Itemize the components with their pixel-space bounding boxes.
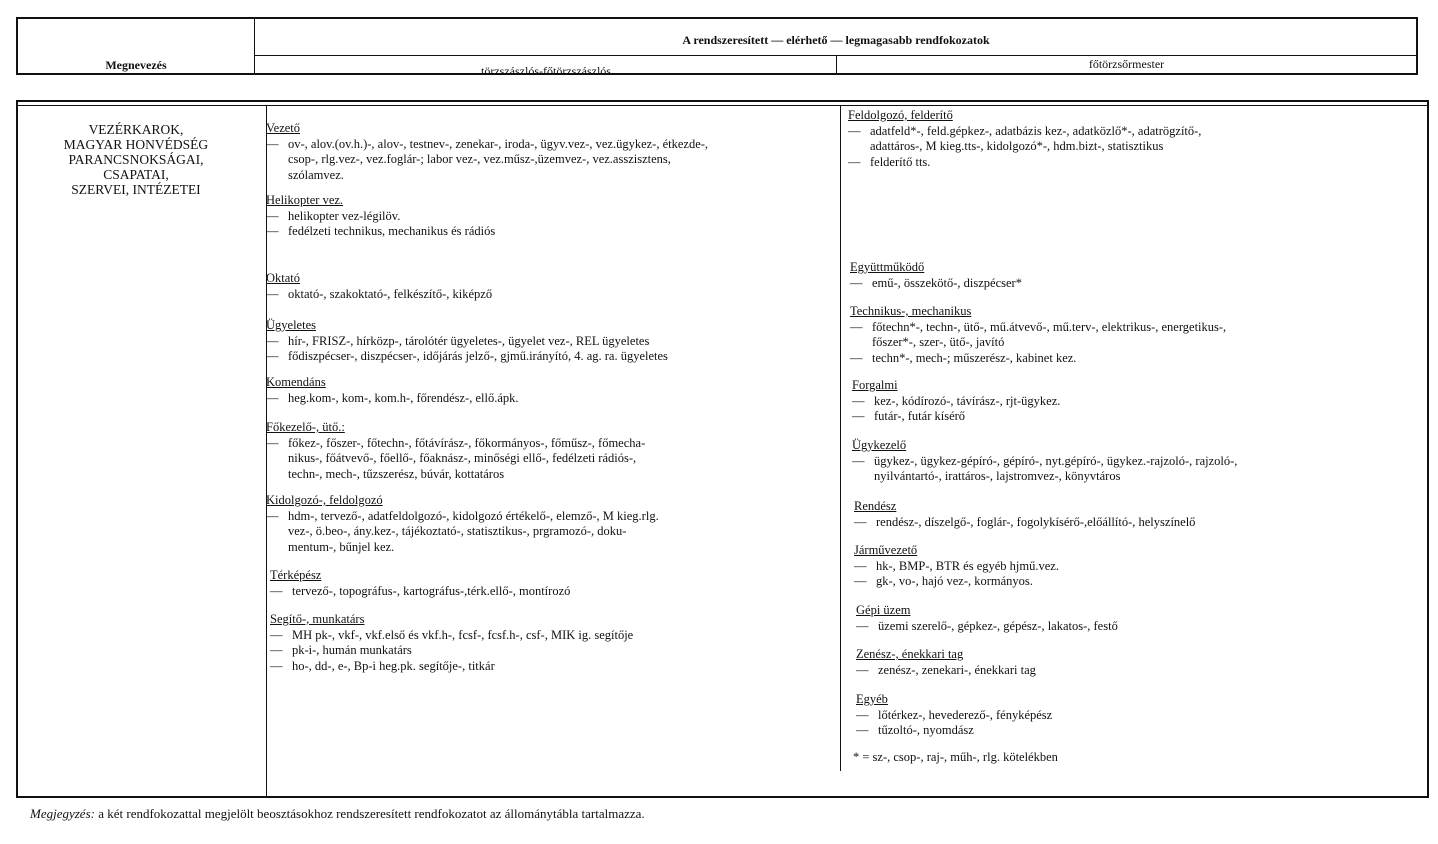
category-line: — helikopter vez-légilöv. [266,208,401,223]
header-divider-name [254,19,255,73]
category-line: — főkez-, főszer-, főtechn-, főtávírász-, főkormányos-, főműsz-, főmecha- [266,435,646,450]
category-line: — zenész-, zenekari-, énekkari tag [856,662,1036,677]
org-line: SZERVEI, INTÉZETEI [71,182,201,197]
category-jarmuvezeto [854,543,1059,590]
category-feldolgozo [848,108,1201,170]
category-title: Kidolgozó-, feldolgozó [266,493,383,507]
category-title: Térképész [270,568,322,582]
category-egyuttmukodo [850,260,1022,291]
category-line: — kez-, kódírozó-, távírász-, rjt-ügykez. [852,393,1061,408]
org-line: VEZÉRKAROK, [88,122,184,137]
category-title: Segítő-, munkatárs [270,612,365,626]
category-line: — felderítő tts. [848,154,931,169]
category-oktato [266,271,492,302]
organization-names [20,122,252,197]
remark [30,806,645,822]
category-title: Egyéb [856,692,888,706]
category-segito [270,612,633,674]
category-line: vez-, ö.beo-, ány.kez-, tájékoztató-, statisztikus-, prgramozó-, doku- [288,524,627,538]
category-title: Feldolgozó, felderítő [848,108,953,122]
category-line: adattáros-, M kieg.tts-, kidolgozó*-, hdm.bizt-, statisztikus [870,139,1164,153]
footnote: * = sz-, csop-, raj-, műh-, rlg. kötelékben [853,750,1058,764]
category-rendesz [854,499,1195,530]
category-line: — hk-, BMP-, BTR és egyéb hjmű.vez. [854,558,1059,573]
category-title: Rendész [854,499,897,513]
category-ugykezelo [852,438,1237,485]
category-line: — oktató-, szakoktató-, felkészítő-, kiképző [266,286,493,301]
category-line: — futár-, futár kísérő [852,409,966,423]
category-line: — hír-, FRISZ-, hírközp-, tárolótér ügyeletes-, ügyelet vez-, REL ügyeletes [266,333,650,348]
remark-text: a két rendfokozattal megjelölt beosztásokhoz rendszeresített rendfokozatot az állománytábla tartalmazza. [94,806,645,821]
category-line: — adatfeld*-, feld.gépkez-, adatbázis kez-, adatközlő*-, adatrögzítő-, [848,123,1202,138]
header-sub-left: törzszászlós-főtörzszászlós [481,64,611,78]
category-gepi-uzem [856,603,1118,634]
category-title: Komendáns [266,375,326,389]
remark-label: Megjegyzés: [30,806,95,821]
category-line: — ügykez-, ügykez-gépíró-, gépíró-, nyt.gépíró-, ügykez.-rajzoló-, rajzoló-, [852,453,1238,468]
category-title: Ügykezelő [852,438,907,452]
header-sub-right: főtörzsőrmester [1088,57,1165,71]
category-title: Oktató [266,271,301,285]
body-divider-sub [840,106,841,771]
category-line: — MH pk-, vkf-, vkf.első és vkf.h-, fcsf-, fcsf.h-, csf-, MIK ig. segítője [270,627,634,642]
category-line: — emű-, összekötő-, diszpécser* [850,275,1022,290]
category-line: — fődiszpécser-, diszpécser-, időjárás jelző-, gjmű.irányító, 4. ag. ra. ügyeletes [266,349,668,363]
category-vezeto [266,121,708,183]
category-title: Forgalmi [852,378,898,392]
category-line: nikus-, főátvevő-, főellő-, főaknász-, minőségi ellő-, fedélzeti rádiós-, [288,451,637,465]
category-line: — pk-i-, humán munkatárs [270,643,412,657]
category-title: Helikopter vez. [266,193,344,207]
category-title: Zenész-, énekkari tag [856,647,964,661]
category-komendans [266,375,519,406]
category-line: — gk-, vo-, hajó vez-, kormányos. [854,574,1033,588]
category-line: — tervező-, topográfus-, kartográfus-,térk.ellő-, montírozó [270,583,571,598]
category-kidolgozo [266,493,659,555]
category-line: — hdm-, tervező-, adatfeldolgozó-, kidolgozó értékelő-, elemző-, M kieg.rlg. [266,508,659,523]
category-zenesz [856,647,1036,678]
category-line: — tűzoltó-, nyomdász [856,723,974,737]
category-line: főszer*-, szer-, ütő-, javító [872,335,1005,349]
category-title: Technikus-, mechanikus [850,304,972,318]
category-line: — fedélzeti technikus, mechanikus és rádiós [266,224,496,238]
category-helikopter [266,193,495,240]
body-top-rule [18,105,1427,106]
header-group-title: A rendszeresített — elérhető — legmagasabb rendfokozatok [682,33,990,47]
category-line: — üzemi szerelő-, gépkez-, gépész-, lakatos-, festő [856,618,1118,633]
category-line: — ho-, dd-, e-, Bp-i heg.pk. segítője-, titkár [270,658,495,673]
category-terkepesz [270,568,570,599]
category-line: — rendész-, díszelgő-, foglár-, fogolykísérő-,előállító-, helyszínelő [854,514,1196,529]
category-title: Vezető [266,121,301,135]
category-line: — főtechn*-, techn-, ütő-, mű.átvevő-, mű.terv-, elektrikus-, energetikus-, [850,319,1227,334]
category-line: csop-, rlg.vez-, vez.foglár-; labor vez-, vez.műsz-,üzemvez-, vez.asszisztens, [288,152,671,166]
category-technikus [850,304,1226,366]
category-title: Ügyeletes [266,318,316,332]
category-fokezelo [266,420,645,482]
category-title: Együttműködő [850,260,925,274]
category-forgalmi [852,378,1060,425]
category-line: — lőtérkez-, hevederező-, fényképész [856,707,1053,722]
header-name-column: Megnevezés [105,58,167,72]
category-line: nyilvántartó-, irattáros-, lajstromvez-, könyvtáros [874,469,1121,483]
category-line: szólamvez. [288,167,344,182]
category-line: — heg.kom-, kom-, kom.h-, főrendész-, ellő.ápk. [266,390,519,405]
org-line: MAGYAR HONVÉDSÉG [63,137,209,152]
category-line: — techn*-, mech-; műszerész-, kabinet kez. [850,350,1077,365]
category-title: Gépi üzem [856,603,911,617]
category-line: — ov-, alov.(ov.h.)-, alov-, testnev-, zenekar-, iroda-, ügyv.vez-, vez.ügykez-, étkezde-, [266,136,709,151]
org-line: PARANCSNOKSÁGAI, [68,152,204,167]
category-egyeb [856,692,1052,739]
category-ugyeletes [266,318,668,365]
category-title: Járművezető [854,543,918,557]
category-line: mentum-, bűnjel kez. [288,539,395,554]
category-line: techn-, mech-, tűzszerész, búvár, kottatáros [288,466,505,481]
category-title: Főkezelő-, ütő.: [266,420,345,434]
org-line: CSAPATAI, [103,167,169,182]
